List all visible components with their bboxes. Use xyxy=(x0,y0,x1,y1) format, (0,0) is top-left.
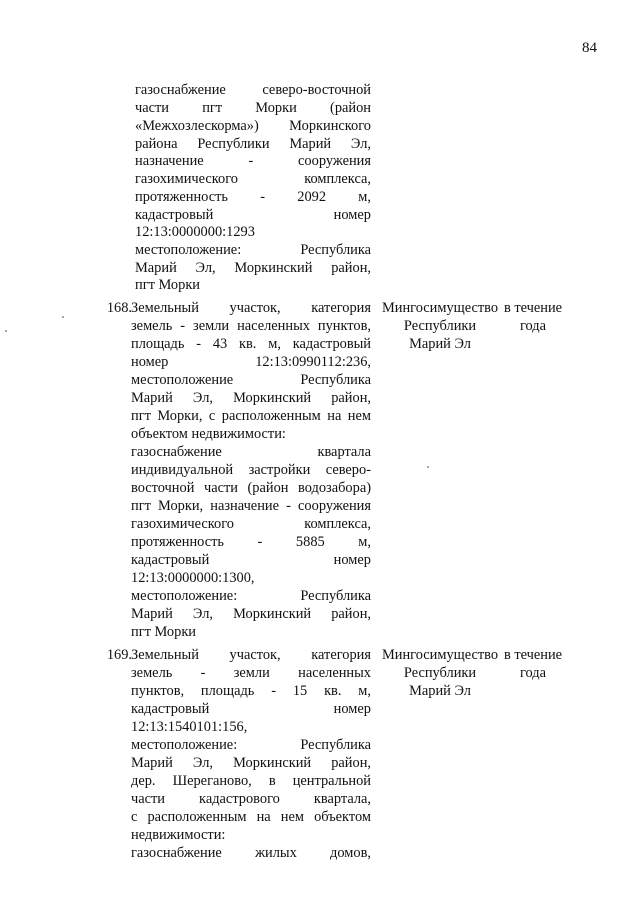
desc-line: пунктов, площадь - 15 кв. м, xyxy=(131,683,371,699)
responsible-org-line: Марий Эл xyxy=(409,336,471,352)
desc-line: газоснабжение северо-восточной xyxy=(135,82,371,98)
responsible-org-line: Республики xyxy=(403,665,477,681)
desc-line: местоположение: Республика xyxy=(131,737,371,753)
desc-line: недвижимости: xyxy=(131,827,226,843)
desc-line: кадастровый номер xyxy=(131,552,371,568)
desc-line: назначение - сооружения xyxy=(135,153,371,169)
desc-line: номер 12:13:0990112:236, xyxy=(131,354,371,370)
responsible-org-line: Мингосимущество xyxy=(381,300,499,316)
desc-line: пгт Морки, назначение - сооружения xyxy=(131,498,371,514)
desc-line: газохимического комплекса, xyxy=(135,171,371,187)
desc-line: части кадастрового квартала, xyxy=(131,791,371,807)
desc-line: 12:13:1540101:156, xyxy=(131,719,248,735)
page-number: 84 xyxy=(582,40,597,56)
desc-line: площадь - 43 кв. м, кадастровый xyxy=(131,336,371,352)
desc-line: кадастровый номер xyxy=(135,207,371,223)
desc-line: протяженность - 5885 м, xyxy=(131,534,371,550)
term-line: года xyxy=(519,665,547,681)
responsible-org-line: Республики xyxy=(403,318,477,334)
desc-line: 12:13:0000000:1300, xyxy=(131,570,255,586)
desc-line: протяженность - 2092 м, xyxy=(135,189,371,205)
desc-line: части пгт Морки (район xyxy=(135,100,371,116)
desc-line: газоснабжение жилых домов, xyxy=(131,845,371,861)
desc-line: газохимического комплекса, xyxy=(131,516,371,532)
desc-line: индивидуальной застройки северо- xyxy=(131,462,371,478)
desc-line: пгт Морки xyxy=(131,624,197,640)
scan-speck xyxy=(62,316,64,318)
desc-line: Марий Эл, Моркинский район, xyxy=(135,260,371,276)
scan-speck xyxy=(427,466,429,468)
row-number: 168. xyxy=(106,300,132,316)
desc-line: земель - земли населенных пунктов, xyxy=(131,318,371,334)
desc-line: 12:13:0000000:1293 xyxy=(135,224,255,240)
desc-line: Марий Эл, Моркинский район, xyxy=(131,755,371,771)
desc-line: кадастровый номер xyxy=(131,701,371,717)
desc-line: местоположение Республика xyxy=(131,372,371,388)
responsible-org-line: Марий Эл xyxy=(409,683,471,699)
desc-line: Марий Эл, Моркинский район, xyxy=(131,390,371,406)
row-number: 169. xyxy=(106,647,132,663)
desc-line: района Республики Марий Эл, xyxy=(135,136,371,152)
desc-line: Марий Эл, Моркинский район, xyxy=(131,606,371,622)
desc-line: Земельный участок, категория xyxy=(131,647,371,663)
desc-line: пгт Морки, с расположенным на нем xyxy=(131,408,371,424)
desc-line: восточной части (район водозабора) xyxy=(131,480,371,496)
desc-line: пгт Морки xyxy=(135,277,201,293)
desc-line: «Межхозлескорма») Моркинского xyxy=(135,118,371,134)
desc-line: местоположение: Республика xyxy=(131,588,371,604)
term-line: года xyxy=(519,318,547,334)
term-line: в течение xyxy=(503,647,563,663)
scan-speck xyxy=(5,330,7,332)
desc-line: местоположение: Республика xyxy=(135,242,371,258)
desc-line: земель - земли населенных xyxy=(131,665,371,681)
desc-line: Земельный участок, категория xyxy=(131,300,371,316)
desc-line: дер. Шереганово, в центральной xyxy=(131,773,371,789)
term-line: в течение xyxy=(503,300,563,316)
desc-line: газоснабжение квартала xyxy=(131,444,371,460)
desc-line: с расположенным на нем объектом xyxy=(131,809,371,825)
responsible-org-line: Мингосимущество xyxy=(381,647,499,663)
desc-line: объектом недвижимости: xyxy=(131,426,286,442)
